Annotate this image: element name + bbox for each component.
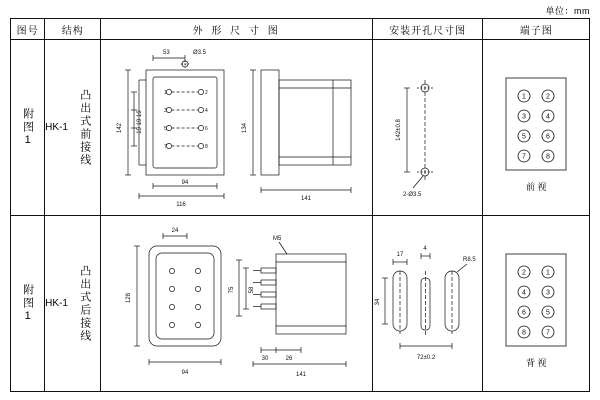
tnum-8: 8 <box>546 153 551 161</box>
dim-34: 34 <box>374 298 381 306</box>
header-waixing: 外 形 尺 寸 图 <box>101 19 372 40</box>
term-4: 4 <box>205 108 209 114</box>
outline-drawing-2 <box>101 216 371 391</box>
dim-72-tol: 72±0.2 <box>416 355 436 361</box>
struct-name-2: HK-1 <box>45 298 68 309</box>
cell-terminal-1 <box>483 40 590 216</box>
header-duanzi: 端子图 <box>483 19 590 40</box>
dim-4: 4 <box>423 246 427 252</box>
cell-jiegou-1 <box>45 40 101 216</box>
tnum-6: 6 <box>546 133 551 141</box>
dim-94: 94 <box>182 180 189 186</box>
tnum-b7: 8 <box>522 329 527 337</box>
dim-142-tol: 142±0.8 <box>395 119 402 141</box>
cell-outline-1 <box>101 40 372 216</box>
dim-134: 134 <box>242 122 249 134</box>
dim-R85: R8.5 <box>462 257 476 263</box>
dim-53: 53 <box>163 50 171 56</box>
term-1: 1 <box>164 90 168 96</box>
tnum-3: 3 <box>522 113 527 121</box>
term-3: 3 <box>164 108 168 114</box>
dim-116: 116 <box>176 202 187 208</box>
tnum-7: 7 <box>522 153 527 161</box>
tnum-5: 5 <box>522 133 527 141</box>
header-kaikong: 安装开孔尺寸图 <box>372 19 483 40</box>
term-6: 6 <box>205 126 209 132</box>
struct-desc-2: 凸出式后接线 <box>78 264 91 343</box>
header-tuhao: 图号 <box>11 19 45 40</box>
tnum-2: 2 <box>546 93 551 101</box>
cell-tuhao-1 <box>11 40 45 216</box>
table-header-row <box>11 19 590 40</box>
struct-name-1: HK-1 <box>45 122 68 133</box>
terminal-drawing-1 <box>483 40 589 215</box>
dim-M5: M5 <box>273 236 282 242</box>
dim-2xhole: 2-Ø3.5 <box>402 192 422 198</box>
dim-141: 141 <box>301 196 312 202</box>
tnum-b8: 7 <box>546 329 551 337</box>
unit-note: 单位：mm <box>545 6 590 16</box>
dim-17: 17 <box>396 252 404 258</box>
tuhao-label-1: 附图1 <box>21 107 34 148</box>
tnum-b3: 4 <box>522 289 527 297</box>
term-7: 7 <box>164 144 168 150</box>
terminal-caption-1: 前 视 <box>525 182 547 192</box>
table-row <box>11 40 590 216</box>
mounting-drawing-1 <box>373 40 483 215</box>
dim-128: 128 <box>126 292 133 304</box>
struct-desc-1: 凸出式前接线 <box>78 88 91 167</box>
term-2: 2 <box>205 90 209 96</box>
term-5: 5 <box>164 126 168 132</box>
dimension-table <box>10 18 590 392</box>
dim-hole: Ø3.5 <box>193 50 207 56</box>
dim-30: 30 <box>262 356 269 362</box>
outline-drawing-1 <box>101 40 371 215</box>
terminal-drawing-2 <box>483 216 589 391</box>
tnum-b5: 6 <box>522 309 527 317</box>
cell-terminal-2 <box>483 216 590 392</box>
cell-mounting-1 <box>372 40 483 216</box>
cell-jiegou-2 <box>45 216 101 392</box>
tnum-4: 4 <box>546 113 551 121</box>
dim-141-2: 141 <box>296 372 307 378</box>
term-8: 8 <box>205 144 209 150</box>
header-jiegou: 结构 <box>45 19 101 40</box>
cell-mounting-2 <box>372 216 483 392</box>
dim-94-2: 94 <box>182 370 189 376</box>
tnum-b6: 5 <box>546 309 551 317</box>
tuhao-label-2: 附图1 <box>21 283 34 324</box>
dim-142: 142 <box>117 122 124 134</box>
mounting-drawing-2 <box>373 216 483 391</box>
tnum-b4: 3 <box>546 289 551 297</box>
dim-19-chain: 19 19 19 <box>137 110 144 134</box>
tnum-1: 1 <box>522 93 527 101</box>
dim-75: 75 <box>229 286 236 294</box>
tnum-b1: 2 <box>522 269 527 277</box>
dim-58: 58 <box>249 286 256 294</box>
cell-tuhao-2 <box>11 216 45 392</box>
terminal-caption-2: 背 视 <box>525 358 547 368</box>
tnum-b2: 1 <box>546 269 551 277</box>
table-row <box>11 216 590 392</box>
dim-24: 24 <box>172 228 179 234</box>
dim-26: 26 <box>286 356 293 362</box>
cell-outline-2 <box>101 216 372 392</box>
